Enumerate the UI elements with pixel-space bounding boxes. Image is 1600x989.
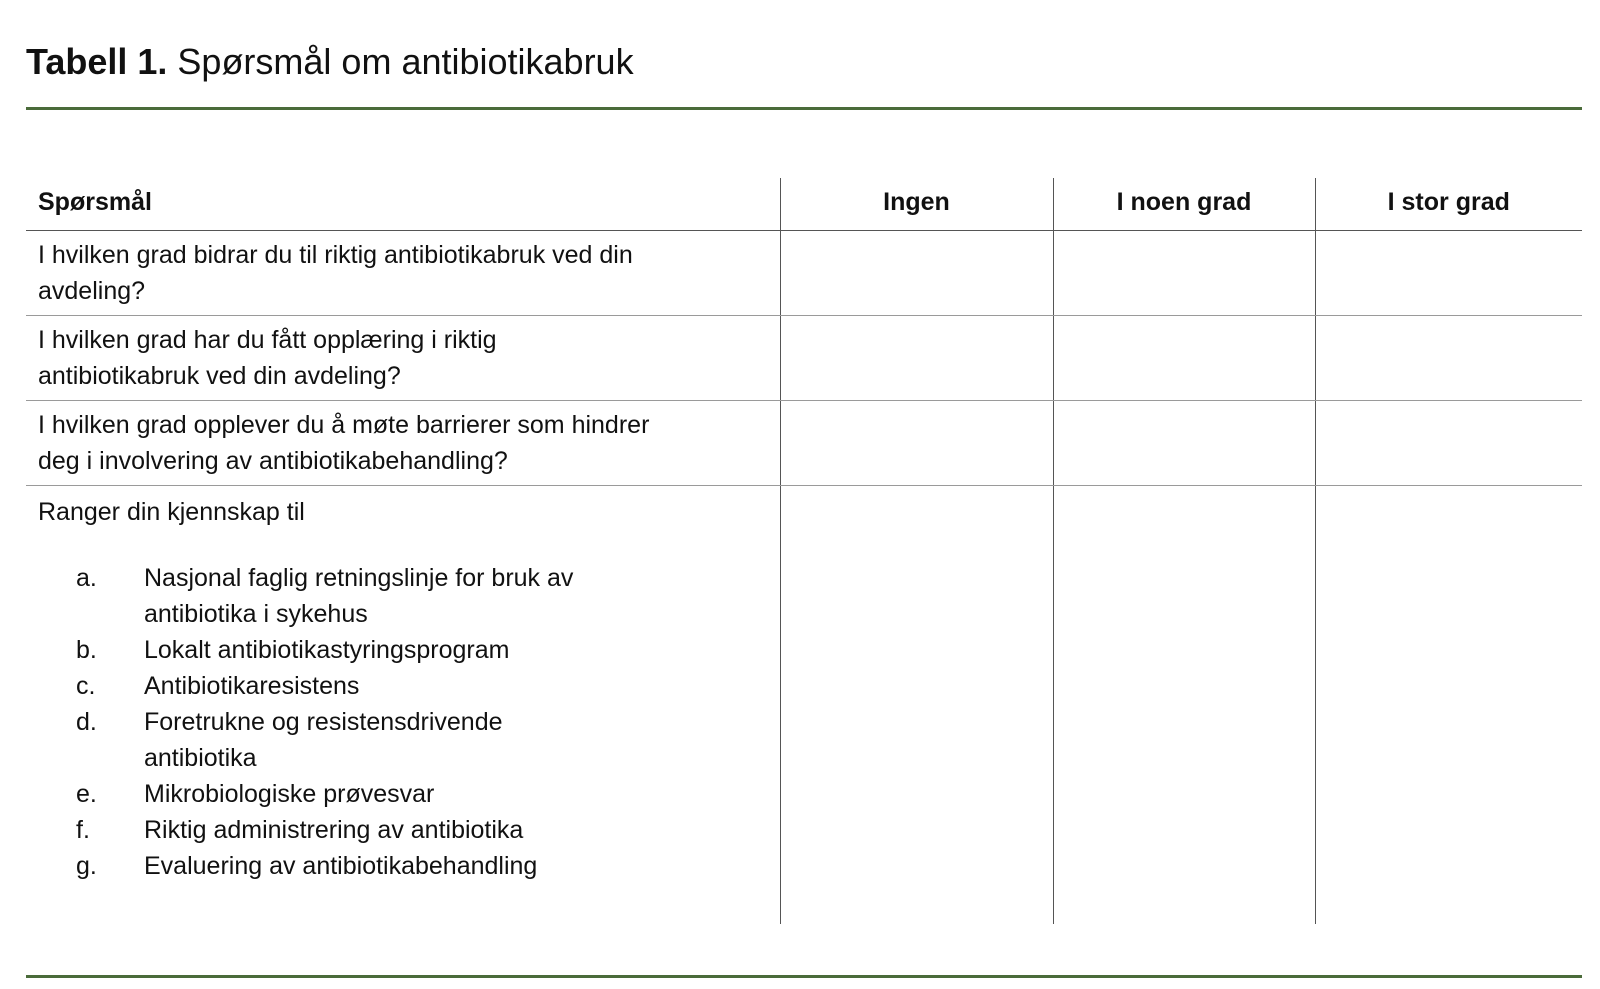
list-marker: g. xyxy=(76,852,97,880)
header-option-great: I stor grad xyxy=(1315,178,1582,231)
list-item-text: Evaluering av antibiotikabehandling xyxy=(144,852,538,880)
question-cell xyxy=(26,231,780,316)
ranking-intro: Ranger din kjennskap til xyxy=(38,498,305,526)
list-marker: e. xyxy=(76,780,97,808)
answer-cell-none[interactable] xyxy=(780,231,1053,316)
answer-cell-great[interactable] xyxy=(1315,486,1582,925)
question-cell xyxy=(26,316,780,401)
answer-cell-some[interactable] xyxy=(1053,401,1315,486)
answer-cell-none[interactable] xyxy=(780,401,1053,486)
list-marker: c. xyxy=(76,672,96,700)
list-item-text: Antibiotikaresistens xyxy=(144,672,360,700)
list-item-text: Riktig administrering av antibiotika xyxy=(144,816,524,844)
table-row xyxy=(26,316,1582,401)
header-question: Spørsmål xyxy=(26,178,780,231)
ranking-list xyxy=(38,560,768,884)
answer-cell-great[interactable] xyxy=(1315,316,1582,401)
answer-cell-some[interactable] xyxy=(1053,486,1315,925)
list-marker: b. xyxy=(76,636,97,664)
question-text: I hvilken grad bidrar du til riktig antibiotikabruk ved din avdeling? xyxy=(38,241,633,305)
list-item-text: Lokalt antibiotikastyringsprogram xyxy=(144,636,510,664)
question-text: I hvilken grad opplever du å møte barrierer som hindrer deg i involvering av antibiotikabehandling? xyxy=(38,411,650,475)
question-text: I hvilken grad har du fått opplæring i riktig antibiotikabruk ved din avdeling? xyxy=(38,326,497,390)
list-item xyxy=(38,776,614,812)
header-option-none: Ingen xyxy=(780,178,1053,231)
list-item-text: Nasjonal faglig retningslinje for bruk av antibiotika i sykehus xyxy=(144,564,574,628)
table-title-text: Spørsmål om antibiotikabruk xyxy=(177,41,634,82)
ranking-cell xyxy=(26,486,780,925)
answer-cell-great[interactable] xyxy=(1315,401,1582,486)
answer-cell-none[interactable] xyxy=(780,486,1053,925)
table-row xyxy=(26,231,1582,316)
header-option-some: I noen grad xyxy=(1053,178,1315,231)
answer-cell-great[interactable] xyxy=(1315,231,1582,316)
question-table xyxy=(26,178,1582,924)
table-row xyxy=(26,486,1582,925)
bottom-rule xyxy=(26,975,1582,978)
list-item xyxy=(38,560,614,632)
table-row xyxy=(26,401,1582,486)
header-row xyxy=(26,178,1582,231)
list-item xyxy=(38,632,614,668)
list-item-text: Foretrukne og resistensdrivende antibiotika xyxy=(144,708,503,772)
list-marker: a. xyxy=(76,564,97,592)
list-item xyxy=(38,848,614,884)
table-title-label: Tabell 1. xyxy=(26,41,168,82)
answer-cell-some[interactable] xyxy=(1053,316,1315,401)
list-item-text: Mikrobiologiske prøvesvar xyxy=(144,780,435,808)
list-marker: d. xyxy=(76,708,97,736)
answer-cell-some[interactable] xyxy=(1053,231,1315,316)
answer-cell-none[interactable] xyxy=(780,316,1053,401)
list-marker: f. xyxy=(76,816,90,844)
list-item xyxy=(38,812,614,848)
table-title xyxy=(26,38,634,86)
question-cell xyxy=(26,401,780,486)
list-item xyxy=(38,704,614,776)
top-rule xyxy=(26,107,1582,110)
list-item xyxy=(38,668,614,704)
